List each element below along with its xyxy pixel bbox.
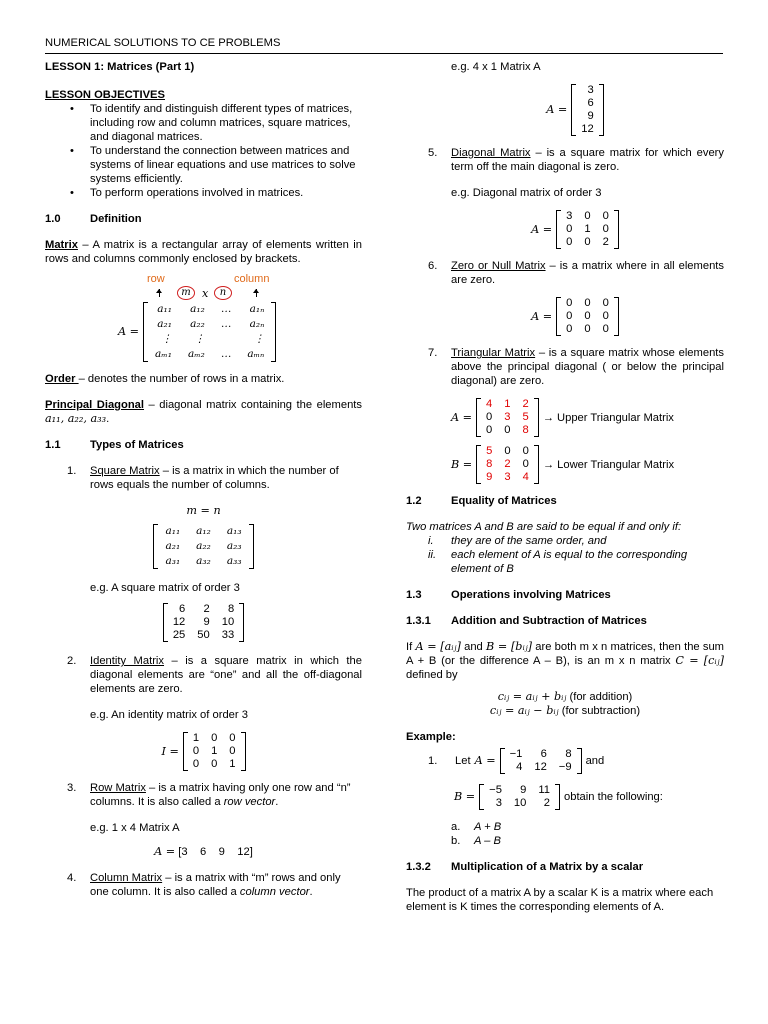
page-header: NUMERICAL SOLUTIONS TO CE PROBLEMS bbox=[45, 37, 281, 49]
square-matrix-item: 1. Square Matrix – is a matrix in which the number of rows equals the number of columns. bbox=[67, 465, 339, 491]
identity-example: I = 1 0 0 0 1 0 0 0 1 bbox=[45, 732, 362, 771]
diagonal-matrix-item: 5. Diagonal Matrix – is a square matrix for which every term off the main diagonal is zero. bbox=[428, 147, 724, 173]
square-condition: m = n bbox=[186, 504, 221, 517]
lower-triangular-label: → Lower Triangular Matrix bbox=[542, 458, 675, 471]
example-part: a. A + B bbox=[451, 821, 502, 833]
times-x: x bbox=[202, 287, 209, 300]
triangular-matrix-item: 7. Triangular Matrix – is a square matrix whose elements above the principal diagonal ( or below the principal diagonal) are zero. bbox=[428, 347, 724, 387]
objective-item: • To perform operations involved in matrices. bbox=[90, 186, 362, 200]
addition-definition: If A = [aᵢⱼ] and B = [bᵢⱼ] are both m x n matrices, then the sum A + B (or the difference A – B), is an m x n matrix C = [cᵢⱼ] defined by bbox=[406, 640, 725, 681]
square-example-caption: e.g. A square matrix of order 3 bbox=[90, 582, 240, 594]
principal-diagonal-definition: Principal Diagonal – diagonal matrix containing the elements a₁₁, a₂₂, a₃₃. bbox=[45, 399, 362, 425]
general-matrix: a₁₁ a₁₂ … a₁ₙ a₂₁ a₂₂ … a₂ₙ ⋮ ⋮ ⋮ aₘ₁ aₘ₂ … aₘₙ bbox=[143, 302, 276, 362]
row-example-caption: e.g. 1 x 4 Matrix A bbox=[90, 822, 180, 834]
example-part: b. A – B bbox=[451, 835, 501, 847]
scalar-definition: The product of a matrix A by a scalar K is a matrix where each element is K times the corresponding elements of A. bbox=[406, 887, 714, 913]
subtraction-formula: cᵢⱼ = aᵢⱼ − bᵢⱼ (for subtraction) bbox=[489, 704, 641, 717]
section-1-3-heading: 1.3 Operations involving Matrices bbox=[406, 589, 611, 601]
section-1-2-heading: 1.2 Equality of Matrices bbox=[406, 495, 557, 507]
identity-example-caption: e.g. An identity matrix of order 3 bbox=[90, 709, 248, 721]
section-1-3-2-heading: 1.3.2 Multiplication of a Matrix by a scalar bbox=[406, 861, 644, 873]
column-matrix-item: 4. Column Matrix – is a matrix with “m” rows and only one column. It is also called a column vector. bbox=[67, 872, 341, 898]
column-arrow-icon bbox=[256, 289, 258, 297]
example-heading: Example: bbox=[406, 731, 456, 743]
objective-item: • To identify and distinguish different types of matrices, including row and column matrices, square matrices, and diagonal matrices. bbox=[90, 102, 362, 144]
row-annotation: row bbox=[147, 273, 165, 285]
example-matrix-b: B = −5 9 11 3 10 2 obtain the following: bbox=[454, 784, 663, 809]
diagonal-example: A = 3 0 0 0 1 0 0 0 2 bbox=[406, 210, 724, 249]
example-matrix-a: 1. Let A = −1 6 8 4 12 −9 and bbox=[428, 748, 605, 773]
order-definition: Order – denotes the number of rows in a matrix. bbox=[45, 373, 285, 385]
equality-condition: i. they are of the same order, and bbox=[428, 535, 607, 547]
objective-item: • To understand the connection between matrices and systems of linear equations and use matrices to solve systems efficiently. bbox=[90, 144, 362, 186]
row-arrow-icon bbox=[159, 289, 161, 297]
column-example: A = 3 6 9 12 bbox=[406, 84, 724, 136]
square-example-matrix: 6 2 8 12 9 10 25 50 33 bbox=[45, 603, 362, 642]
zero-matrix-item: 6. Zero or Null Matrix – is a matrix where in all elements are zero. bbox=[428, 260, 724, 286]
n-circle: n bbox=[214, 286, 232, 300]
section-1-3-1-heading: 1.3.1 Addition and Subtraction of Matrices bbox=[406, 615, 647, 627]
column-annotation: column bbox=[234, 273, 270, 285]
m-circle: m bbox=[177, 286, 195, 300]
addition-formula: cᵢⱼ = aᵢⱼ + bᵢⱼ (for addition) bbox=[497, 690, 633, 703]
section-1-1-heading: 1.1 Types of Matrices bbox=[45, 439, 184, 451]
section-1-0-heading: 1.0 Definition bbox=[45, 213, 142, 225]
diagonal-example-caption: e.g. Diagonal matrix of order 3 bbox=[451, 187, 602, 199]
lesson-title: LESSON 1: Matrices (Part 1) bbox=[45, 61, 195, 73]
lower-triangular-example: B = 5 0 0 8 2 0 9 3 4 → Lower Triangular Matrix bbox=[451, 445, 675, 483]
matrix-definition: Matrix – A matrix is a rectangular array of elements written in rows and columns commonly enclosed by brackets. bbox=[45, 239, 362, 265]
identity-matrix-item: 2. Identity Matrix – is a square matrix in which the diagonal elements are “one” and all the off-diagonal elements are zero. bbox=[67, 655, 362, 695]
order-annotation bbox=[45, 272, 362, 302]
zero-example: A = 0 0 0 0 0 0 0 0 0 bbox=[406, 297, 724, 336]
right-column bbox=[406, 60, 724, 914]
row-matrix-item: 3. Row Matrix – is a matrix having only one row and “n” columns. It is also called a row vector. bbox=[67, 782, 351, 808]
column-example-caption: e.g. 4 x 1 Matrix A bbox=[451, 61, 541, 73]
equality-intro: Two matrices A and B are said to be equal if and only if: bbox=[406, 521, 682, 533]
square-general-matrix: a₁₁ a₁₂ a₁₃ a₂₁ a₂₂ a₂₃ a₃₁ a₃₂ a₃₃ bbox=[45, 524, 362, 569]
upper-triangular-example: A = 4 1 2 0 3 5 0 0 8 → Upper Triangular Matrix bbox=[451, 398, 674, 436]
left-column bbox=[45, 60, 362, 899]
upper-triangular-label: → Upper Triangular Matrix bbox=[542, 411, 674, 424]
row-example: A = [3 6 9 12] bbox=[154, 845, 253, 858]
objectives-heading: LESSON OBJECTIVES bbox=[45, 89, 165, 101]
objectives-list bbox=[45, 102, 362, 200]
equality-condition: ii. each element of A is equal to the corresponding element of B bbox=[428, 549, 688, 575]
header-rule bbox=[45, 53, 723, 54]
general-matrix-equation: A = a₁₁ a₁₂ … a₁ₙ a₂₁ a₂₂ … a₂ₙ ⋮ ⋮ ⋮ aₘ₁ aₘ₂ … aₘₙ bbox=[45, 302, 362, 362]
